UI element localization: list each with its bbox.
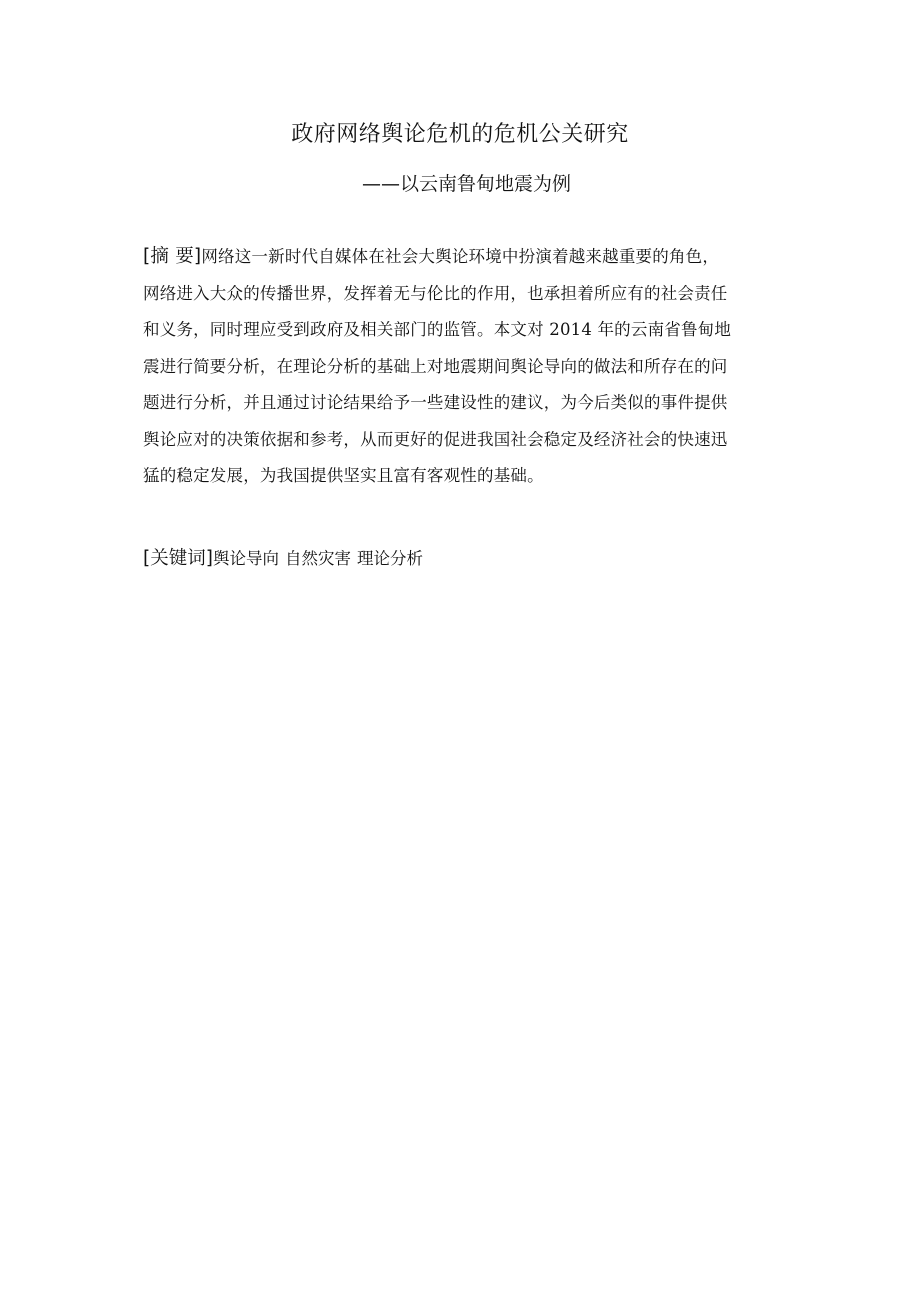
abstract-tag: [摘 要] — [143, 246, 202, 267]
abstract-section — [143, 239, 808, 495]
abstract-line — [143, 239, 808, 276]
abstract-line: 和义务，同时理应受到政府及相关部门的监管。本文对 2014 年的云南省鲁甸地 — [143, 320, 732, 339]
abstract-line: 题进行分析，并且通过讨论结果给予一些建设性的建议，为今后类似的事件提供 — [143, 393, 728, 412]
abstract-line: 猛的稳定发展，为我国提供坚实且富有客观性的基础。 — [143, 466, 544, 485]
page-title: 政府网络舆论危机的危机公关研究 — [291, 122, 629, 147]
abstract-line: 震进行简要分析，在理论分析的基础上对地震期间舆论导向的做法和所存在的问 — [143, 356, 728, 376]
abstract-line: 网络进入大众的传播世界，发挥着无与伦比的作用，也承担着所应有的社会责任 — [143, 283, 728, 303]
keywords-tag: [关键词] — [143, 548, 213, 569]
keyword: 理论分析 — [356, 549, 423, 568]
abstract-line: 舆论应对的决策依据和参考，从而更好的促进我国社会稳定及经济社会的快速迅 — [143, 429, 728, 449]
abstract-text: 网络这一新时代自媒体在社会大舆论环境中扮演着越来越重要的角色， — [201, 247, 720, 266]
keywords-section — [143, 542, 429, 576]
keyword: 自然灾害 — [284, 549, 351, 568]
page-subtitle: ——以云南鲁甸地震为例 — [362, 173, 572, 195]
keyword: 舆论导向 — [212, 549, 279, 568]
